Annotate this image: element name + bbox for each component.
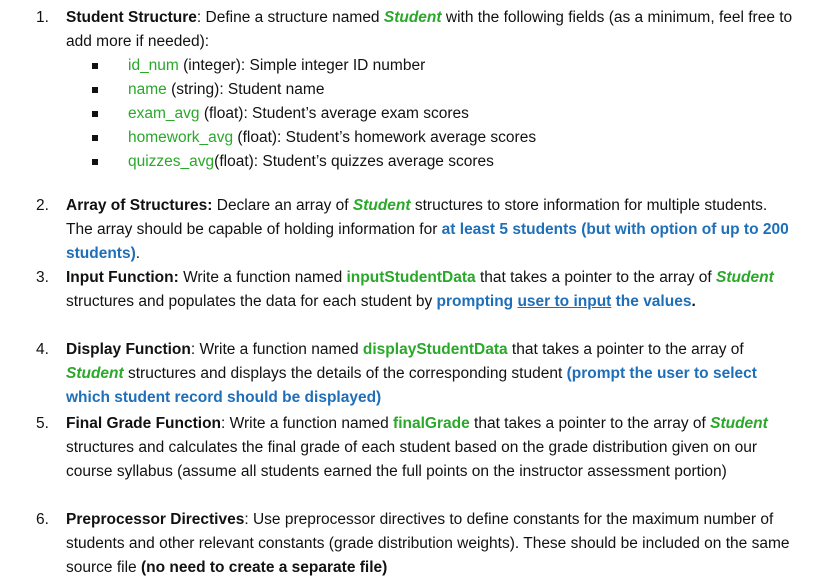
- list-item-6: [36, 508, 796, 580]
- bullet-icon: [92, 111, 98, 117]
- list-item-1: [36, 6, 796, 174]
- item-number: 5.: [36, 415, 49, 432]
- bold-note: (no need to create a separate file): [140, 559, 388, 576]
- field-name: exam_avg: [128, 105, 200, 122]
- list-item-3: [36, 266, 796, 314]
- field-item: quizzes_avg(float): Student’s quizzes average scores: [92, 150, 796, 174]
- bullet-icon: [92, 159, 98, 165]
- list-item-5: [36, 412, 796, 484]
- function-name: finalGrade: [393, 415, 470, 432]
- struct-name: Student: [383, 9, 442, 26]
- item-title: Final Grade Function: [66, 415, 222, 432]
- item-number: 4.: [36, 341, 49, 358]
- item-number: 3.: [36, 269, 49, 286]
- field-name: homework_avg: [128, 129, 234, 146]
- item-body: Input Function: Write a function named inputStudentData that takes a pointer to the array of Student structures and populates the data for each student by prompting user to input the values.: [66, 269, 774, 310]
- struct-name: Student: [716, 269, 774, 286]
- bullet-icon: [92, 63, 98, 69]
- list-item-4: [36, 338, 796, 410]
- item-body: Student Structure: Define a structure named Student with the following fields (as a minimum, feel free to add more if needed):: [66, 9, 793, 50]
- function-name: displayStudentData: [362, 341, 508, 358]
- field-name: name: [128, 81, 167, 98]
- item-title: Student Structure: [66, 9, 197, 26]
- highlight-text: (prompt the user to select which student record should be displayed): [66, 365, 757, 406]
- item-title: Display Function: [66, 341, 191, 358]
- item-body: Final Grade Function: Write a function named finalGrade that takes a pointer to the array of Student structures and calculates the final grade of each student based on the grade distribution given on our course syllabus (assume all students earned the full points on the instructor assessment portion): [66, 415, 768, 480]
- highlight-text: the values: [611, 293, 692, 310]
- function-name: inputStudentData: [346, 269, 476, 286]
- item-body: Preprocessor Directives: Use preprocessor directives to define constants for the maximum number of students and other relevant constants (grade distribution weights). These should be included on the same source file (no need to create a separate file): [66, 511, 790, 576]
- field-name: quizzes_avg: [128, 153, 215, 170]
- field-item: id_num (integer): Simple integer ID number: [92, 54, 796, 78]
- bullet-icon: [92, 87, 98, 93]
- item-number: 6.: [36, 511, 49, 528]
- highlight-text: at least 5 students (but with option of up to 200 students): [66, 221, 789, 262]
- highlight-underlined: user to input: [517, 293, 612, 310]
- bullet-icon: [92, 135, 98, 141]
- struct-name: Student: [352, 197, 411, 214]
- item-title: Input Function:: [66, 269, 179, 286]
- field-item: homework_avg (float): Student’s homework average scores: [92, 126, 796, 150]
- item-body: Array of Structures: Declare an array of Student structures to store information for multiple students. The array should be capable of holding information for at least 5 students (but with option of up to 200 students).: [66, 197, 789, 262]
- item-title: Preprocessor Directives: [66, 511, 245, 528]
- item-number: 2.: [36, 197, 49, 214]
- item-title: Array of Structures:: [66, 197, 213, 214]
- item-number: 1.: [36, 9, 49, 26]
- highlight-text: prompting: [436, 293, 518, 310]
- item-body: Display Function: Write a function named displayStudentData that takes a pointer to the array of Student structures and displays the details of the corresponding student (prompt the user to select which student record should be displayed): [66, 341, 757, 406]
- struct-name: Student: [710, 415, 768, 432]
- list-item-2: [36, 194, 796, 266]
- field-name: id_num: [128, 57, 179, 74]
- struct-name: Student: [66, 365, 124, 382]
- field-item: name (string): Student name: [92, 78, 796, 102]
- field-list: [36, 54, 796, 174]
- field-item: exam_avg (float): Student’s average exam scores: [92, 102, 796, 126]
